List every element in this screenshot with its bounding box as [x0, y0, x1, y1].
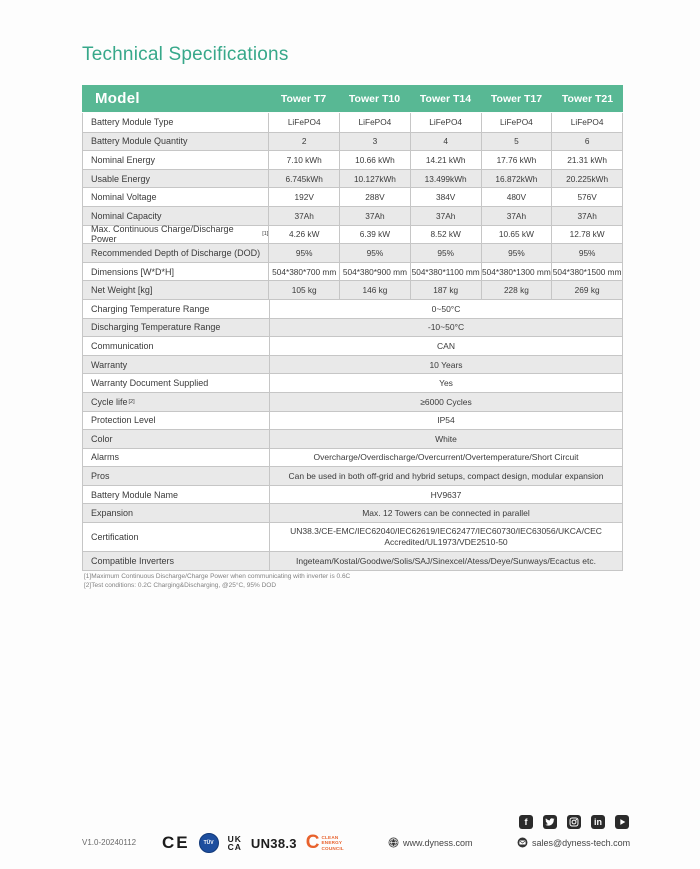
- spec-value: 95%: [268, 244, 339, 262]
- spec-value: 16.872kWh: [481, 170, 552, 188]
- spec-label: Battery Module Type: [91, 117, 174, 128]
- spec-value: 228 kg: [481, 281, 552, 299]
- document-version: V1.0-20240112: [82, 838, 137, 847]
- cec-c-swirl: C: [305, 832, 320, 853]
- table-header-model: Model: [95, 90, 140, 107]
- spec-label: Nominal Voltage: [91, 192, 157, 203]
- column-header-tower-t17: Tower T17: [490, 92, 543, 105]
- table-row: [83, 373, 622, 392]
- table-row: [83, 132, 622, 151]
- spec-label: Dimensions [W*D*H]: [91, 266, 175, 277]
- table-row: [83, 262, 622, 281]
- spec-label: Nominal Capacity: [91, 210, 162, 221]
- table-row: [83, 206, 622, 225]
- spec-value: 37Ah: [410, 207, 481, 225]
- footnote-1: [1]Maximum Continuous Discharge/Charge Power when communicating with inverter is 0.6C: [84, 573, 351, 580]
- clean-energy-council-icon: [306, 834, 344, 852]
- globe-icon: [388, 837, 399, 848]
- spec-label: Discharging Temperature Range: [91, 322, 221, 333]
- spec-value: 269 kg: [551, 281, 622, 299]
- ukca-mark-icon: [228, 835, 242, 851]
- spec-value: 17.76 kWh: [481, 151, 552, 169]
- cec-text: [322, 835, 344, 851]
- website-text: www.dyness.com: [403, 837, 473, 848]
- table-row: [83, 448, 622, 467]
- table-row: [83, 225, 622, 244]
- spec-label: Color: [91, 433, 113, 444]
- footnote-2: [2]Test conditions: 0.2C Charging&Discharging, @25°C, 95% DOD: [84, 582, 277, 589]
- spec-value: LiFePO4: [481, 113, 552, 132]
- spec-value-merged: 0~50°C: [269, 300, 622, 318]
- spec-value-merged: ≥6000 Cycles: [269, 393, 622, 411]
- table-row: [83, 169, 622, 188]
- spec-value-merged: UN38.3/CE-EMC/IEC62040/IEC62619/IEC62477/IEC60730/IEC63056/UKCA/CEC Accredited/UL1973/VDE2510-50: [269, 523, 622, 551]
- spec-value: 288V: [339, 188, 410, 206]
- ce-mark-icon: CE: [162, 833, 190, 852]
- table-row: [83, 355, 622, 374]
- table-row: [83, 113, 622, 132]
- spec-label: Compatible Inverters: [91, 555, 175, 566]
- spec-value-merged: CAN: [269, 337, 622, 355]
- spec-label: Certification: [91, 532, 139, 543]
- spec-value: 10.127kWh: [339, 170, 410, 188]
- spec-value: 2: [268, 133, 339, 151]
- spec-value: 37Ah: [551, 207, 622, 225]
- spec-value: LiFePO4: [551, 113, 622, 132]
- spec-value-merged: IP54: [269, 412, 622, 430]
- table-row: [83, 522, 622, 551]
- column-header-tower-t7: Tower T7: [280, 92, 327, 105]
- spec-label: Recommended Depth of Discharge (DOD): [91, 247, 261, 258]
- spec-value: 10.65 kW: [481, 226, 552, 244]
- spec-label: Pros: [91, 471, 110, 482]
- twitter-icon[interactable]: [543, 815, 557, 829]
- spec-value: 4.26 kW: [268, 226, 339, 244]
- spec-value: 6.745kWh: [268, 170, 339, 188]
- spec-label: Max. Continuous Charge/Discharge Power [1]: [91, 224, 269, 245]
- table-row: [83, 299, 622, 318]
- spec-value: 7.10 kWh: [268, 151, 339, 169]
- spec-value: 4: [410, 133, 481, 151]
- spec-label: Alarms: [91, 452, 120, 463]
- spec-label: Warranty: [91, 359, 128, 370]
- spec-value: 480V: [481, 188, 552, 206]
- spec-label: Usable Energy: [91, 173, 151, 184]
- column-header-tower-t14: Tower T14: [419, 92, 472, 105]
- spec-value: 21.31 kWh: [551, 151, 622, 169]
- ukca-line2: CA: [227, 842, 242, 852]
- spec-value: 37Ah: [481, 207, 552, 225]
- column-header-tower-t21: Tower T21: [561, 92, 614, 105]
- email-icon: [517, 837, 528, 848]
- spec-value: 6: [551, 133, 622, 151]
- email-link[interactable]: [517, 837, 630, 848]
- spec-value: 95%: [481, 244, 552, 262]
- spec-label: Communication: [91, 340, 154, 351]
- spec-value-merged: HV9637: [269, 486, 622, 504]
- spec-value: 95%: [339, 244, 410, 262]
- spec-label: Battery Module Quantity: [91, 136, 188, 147]
- table-row: [83, 187, 622, 206]
- spec-value: 146 kg: [339, 281, 410, 299]
- spec-value-merged: White: [269, 430, 622, 448]
- linkedin-icon[interactable]: in: [591, 815, 605, 829]
- table-row: [83, 280, 622, 299]
- instagram-icon[interactable]: [567, 815, 581, 829]
- column-header-tower-t10: Tower T10: [348, 92, 401, 105]
- spec-value: 8.52 kW: [410, 226, 481, 244]
- spec-value-merged: 10 Years: [269, 356, 622, 374]
- footnotes: [84, 572, 350, 590]
- cec-line2: ENERGY: [321, 840, 343, 846]
- spec-label: Cycle life [2]: [91, 396, 135, 407]
- spec-table: [82, 85, 623, 571]
- un383-mark: UN38.3: [250, 835, 297, 851]
- spec-value: 504*380*1500 mm: [551, 263, 622, 281]
- table-row: [83, 485, 622, 504]
- table-row: [83, 318, 622, 337]
- certification-logos: [162, 828, 344, 858]
- spec-value: LiFePO4: [268, 113, 339, 132]
- spec-value: 187 kg: [410, 281, 481, 299]
- spec-value: 20.225kWh: [551, 170, 622, 188]
- spec-value: LiFePO4: [410, 113, 481, 132]
- table-row: [83, 411, 622, 430]
- table-row: [83, 336, 622, 355]
- spec-value-merged: Overcharge/Overdischarge/Overcurrent/Overtemperature/Short Circuit: [269, 449, 622, 467]
- page-title: Technical Specifications: [82, 44, 289, 65]
- spec-value-merged: Ingeteam/Kostal/Goodwe/Solis/SAJ/Sinexcel/Atess/Deye/Sunways/Ecactus etc.: [269, 552, 622, 570]
- spec-value: 6.39 kW: [339, 226, 410, 244]
- table-row: [83, 503, 622, 522]
- facebook-icon[interactable]: f: [519, 815, 533, 829]
- spec-value: 95%: [410, 244, 481, 262]
- spec-value: 576V: [551, 188, 622, 206]
- spec-label: Warranty Document Supplied: [91, 378, 209, 389]
- youtube-icon[interactable]: [615, 815, 629, 829]
- table-row: [83, 429, 622, 448]
- table-header-row: [82, 85, 623, 112]
- spec-value: 13.499kWh: [410, 170, 481, 188]
- spec-value: 37Ah: [339, 207, 410, 225]
- spec-value: 504*380*1100 mm: [410, 263, 481, 281]
- table-row: [83, 551, 622, 570]
- spec-value: 192V: [268, 188, 339, 206]
- social-icons: [519, 815, 629, 829]
- spec-value: 504*380*700 mm: [268, 263, 339, 281]
- spec-value: 3: [339, 133, 410, 151]
- spec-value: 105 kg: [268, 281, 339, 299]
- spec-label: Protection Level: [91, 415, 156, 426]
- ukca-line1: UK: [227, 834, 242, 844]
- spec-value: 10.66 kWh: [339, 151, 410, 169]
- spec-label: Nominal Energy: [91, 154, 156, 165]
- spec-value: 504*380*900 mm: [339, 263, 410, 281]
- spec-value: 384V: [410, 188, 481, 206]
- spec-value: 504*380*1300 mm: [481, 263, 552, 281]
- spec-value: LiFePO4: [339, 113, 410, 132]
- spec-value-merged: -10~50°C: [269, 319, 622, 337]
- spec-label: Charging Temperature Range: [91, 303, 210, 314]
- tuv-mark-icon: TÜV: [199, 833, 219, 853]
- spec-label: Battery Module Name: [91, 489, 179, 500]
- spec-label: Expansion: [91, 508, 134, 519]
- table-row: [83, 150, 622, 169]
- spec-label: Net Weight [kg]: [91, 285, 153, 296]
- spec-value: 12.78 kW: [551, 226, 622, 244]
- spec-value: 14.21 kWh: [410, 151, 481, 169]
- spec-value-merged: Max. 12 Towers can be connected in parallel: [269, 504, 622, 522]
- table-row: [83, 243, 622, 262]
- spec-value-merged: Can be used in both off-grid and hybrid setups, compact design, modular expansion: [269, 467, 622, 485]
- cec-line1: CLEAN: [321, 835, 339, 841]
- spec-value-merged: Yes: [269, 374, 622, 392]
- table-row: [83, 466, 622, 485]
- table-row: [83, 392, 622, 411]
- spec-value: 95%: [551, 244, 622, 262]
- table-body: [82, 113, 623, 571]
- website-link[interactable]: [388, 837, 473, 848]
- cec-line3: COUNCIL: [321, 845, 344, 851]
- spec-value: 37Ah: [268, 207, 339, 225]
- email-text: sales@dyness-tech.com: [532, 837, 631, 848]
- spec-value: 5: [481, 133, 552, 151]
